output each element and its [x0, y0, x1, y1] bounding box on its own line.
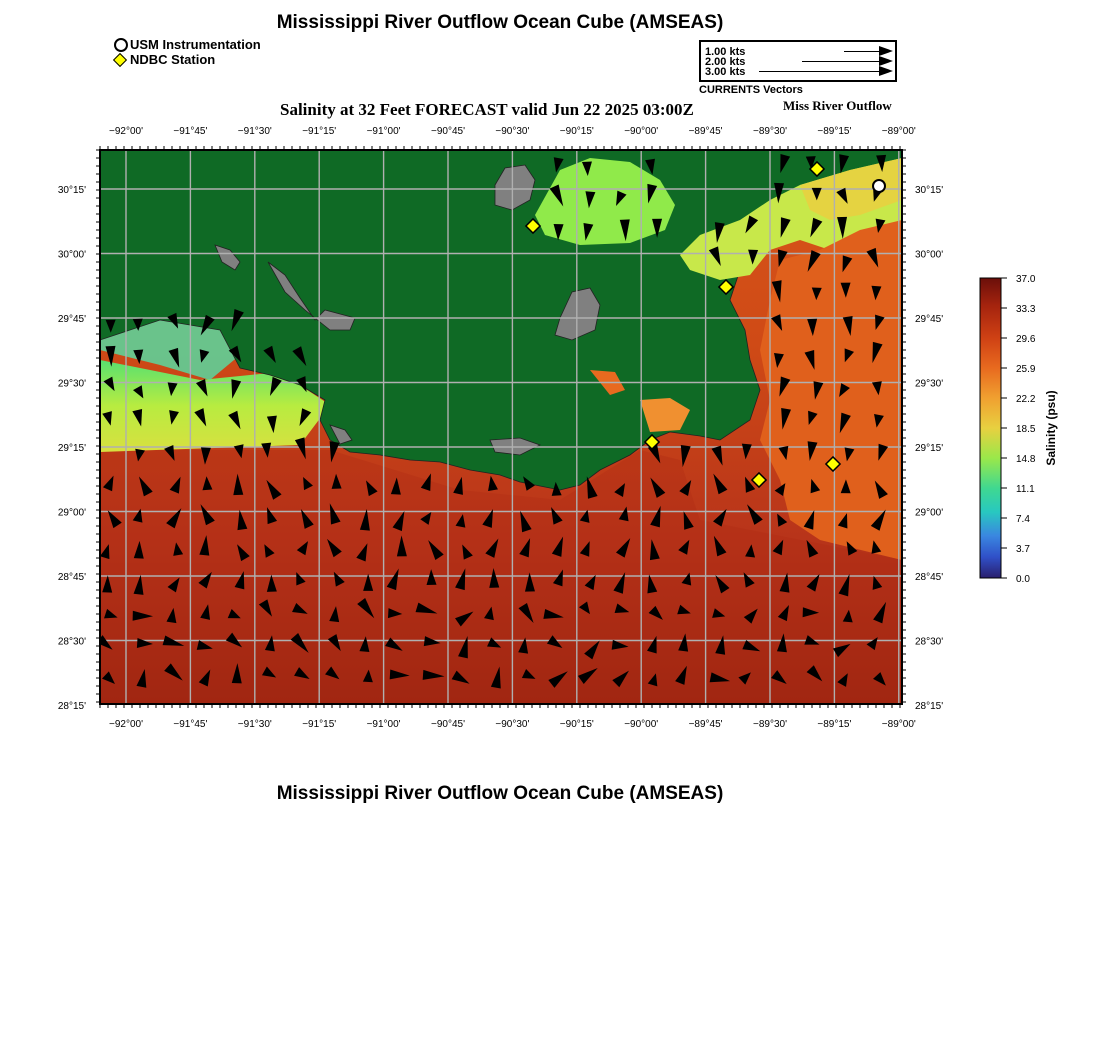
lon-tick-label-top: −89°30' — [753, 126, 787, 137]
lat-tick-label-right: 30°15' — [915, 185, 944, 196]
lat-tick-label-right: 29°00' — [915, 507, 944, 519]
colorbar-title: Salinity (psu) — [1044, 390, 1058, 466]
vector-legend-row-1: 1.00 kts — [705, 46, 746, 58]
lat-tick-label-right: 29°30' — [915, 378, 944, 390]
lon-tick-label-bottom: −89°15' — [817, 719, 852, 730]
colorbar-tick-label: 18.5 — [1016, 424, 1036, 435]
lon-tick-label-bottom: −89°45' — [688, 719, 723, 730]
lon-tick-label-bottom: −92°00' — [109, 719, 143, 730]
colorbar-tick-label: 22.2 — [1016, 394, 1036, 405]
lon-tick-label-top: −90°30' — [495, 126, 530, 137]
colorbar-tick-label: 0.0 — [1016, 574, 1030, 585]
lat-tick-label-right: 29°15' — [915, 443, 944, 454]
lon-tick-label-bottom: −91°15' — [302, 719, 337, 730]
lon-tick-label-top: −89°00' — [881, 126, 916, 137]
lon-tick-label-bottom: −91°00' — [366, 719, 401, 730]
lon-tick-label-bottom: −90°00' — [624, 719, 659, 730]
colorbar-tick-label: 25.9 — [1016, 364, 1036, 375]
lat-tick-label-left: 29°15' — [57, 443, 86, 454]
lon-tick-label-top: −89°45' — [688, 126, 723, 137]
lon-tick-label-bottom: −91°30' — [237, 719, 272, 730]
lat-tick-label-right: 30°00' — [915, 249, 944, 261]
lon-tick-label-top: −91°30' — [237, 126, 272, 137]
colorbar-tick-label: 3.7 — [1016, 544, 1030, 555]
lon-tick-label-bottom: −89°00' — [881, 719, 916, 730]
lon-tick-label-bottom: −89°30' — [753, 719, 787, 730]
lon-tick-label-bottom: −90°30' — [495, 719, 530, 730]
vector-legend-row-2: 2.00 kts — [705, 56, 746, 68]
map-title: Mississippi River Outflow Ocean Cube (AMSEAS) — [276, 12, 724, 33]
colorbar-tick-label: 37.0 — [1016, 274, 1036, 285]
map-title-repeat: Mississippi River Outflow Ocean Cube (AMSEAS) — [276, 783, 724, 804]
legend-ndbc-label: NDBC Station — [130, 52, 216, 67]
lat-tick-label-left: 28°45' — [57, 572, 86, 583]
lat-tick-label-right: 28°15' — [915, 701, 944, 712]
lon-tick-label-top: −90°15' — [559, 126, 594, 137]
usm-station-marker[interactable] — [873, 180, 885, 192]
lon-tick-label-bottom: −90°45' — [431, 719, 465, 730]
lat-tick-label-right: 29°45' — [915, 314, 944, 325]
lon-tick-label-top: −91°15' — [302, 126, 337, 137]
lon-tick-label-top: −90°45' — [431, 126, 465, 137]
lon-tick-label-top: −89°15' — [817, 126, 852, 137]
lon-tick-label-top: −90°00' — [624, 126, 659, 137]
colorbar-tick-label: 29.6 — [1016, 334, 1036, 345]
lat-tick-label-left: 29°00' — [57, 507, 86, 519]
colorbar-tick-label: 14.8 — [1016, 454, 1036, 465]
currents-vectors-label: CURRENTS Vectors — [699, 84, 803, 96]
lat-tick-label-right: 28°45' — [915, 572, 944, 583]
lat-tick-label-left: 28°30' — [57, 636, 86, 648]
lon-tick-label-top: −91°45' — [173, 126, 208, 137]
region-label: Miss River Outflow — [783, 98, 892, 113]
colorbar-tick-label: 33.3 — [1016, 304, 1036, 315]
lat-tick-label-left: 29°45' — [57, 314, 86, 325]
lat-tick-label-left: 29°30' — [57, 378, 86, 390]
legend-usm-label: USM Instrumentation — [130, 37, 261, 52]
colorbar — [980, 278, 1001, 578]
lon-tick-label-bottom: −90°15' — [559, 719, 594, 730]
colorbar-tick-label: 11.1 — [1016, 484, 1035, 495]
lat-tick-label-left: 30°00' — [57, 249, 86, 261]
lat-tick-label-left: 30°15' — [57, 185, 86, 196]
lat-tick-label-right: 28°30' — [915, 636, 944, 648]
colorbar-tick-label: 7.4 — [1016, 514, 1030, 525]
vector-legend-row-3: 3.00 kts — [705, 66, 746, 78]
lat-tick-label-left: 28°15' — [57, 701, 86, 712]
lon-tick-label-top: −92°00' — [109, 126, 143, 137]
map-subtitle: Salinity at 32 Feet FORECAST valid Jun 22 2025 03:00Z — [280, 100, 694, 119]
lon-tick-label-bottom: −91°45' — [173, 719, 208, 730]
lon-tick-label-top: −91°00' — [366, 126, 401, 137]
